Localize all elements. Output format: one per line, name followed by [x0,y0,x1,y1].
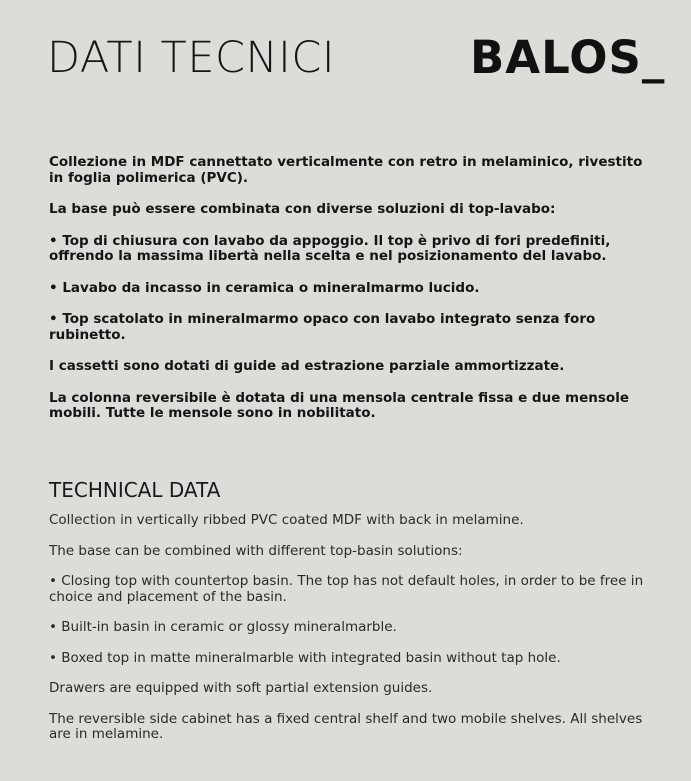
english-section [49,513,649,758]
en-paragraph-top-closing: • Closing top with countertop basin. The top has not default holes, in order to be free in choice and placement of the basin. [49,573,644,605]
en-paragraph-boxed-top: • Boxed top in matte mineralmarble with integrated basin without tap hole. [49,649,561,666]
italian-section [49,155,649,438]
it-paragraph-collection: Collezione in MDF cannettato verticalmente con retro in melaminico, rivestito in foglia polimerica (PVC). [49,154,643,186]
it-paragraph-column: La colonna reversibile è dotata di una mensola centrale fissa e due mensole mobili. Tutte le mensole sono in nobilitato. [49,389,629,421]
section-title-en: TECHNICAL DATA [49,478,221,502]
it-paragraph-base: La base può essere combinata con diverse soluzioni di top-lavabo: [49,201,556,217]
it-paragraph-boxed-top: • Top scatolato in mineralmarmo opaco con lavabo integrato senza foro rubinetto. [49,311,596,343]
en-paragraph-builtin-basin: • Built-in basin in ceramic or glossy mineralmarble. [49,619,397,635]
en-paragraph-drawers: Drawers are equipped with soft partial extension guides. [49,680,433,696]
en-paragraph-base: The base can be combined with different top-basin solutions: [49,542,463,559]
it-paragraph-builtin-basin: • Lavabo da incasso in ceramica o mineralmarmo lucido. [49,279,480,296]
page-title-it: DATI TECNICI [47,33,336,83]
it-paragraph-drawers: I cassetti sono dotati di guide ad estrazione parziale ammortizzate. [49,358,565,374]
brand-logo: BALOS_ [470,31,666,84]
en-paragraph-cabinet: The reversible side cabinet has a fixed central shelf and two mobile shelves. All shelves are in melamine. [49,710,643,742]
it-paragraph-top-closing: • Top di chiusura con lavabo da appoggio. Il top è privo di fori predefiniti, offrendo la massima libertà nella scelta e nel posizionamento del lavabo. [49,232,611,264]
en-paragraph-collection: Collection in vertically ribbed PVC coated MDF with back in melamine. [49,512,524,528]
